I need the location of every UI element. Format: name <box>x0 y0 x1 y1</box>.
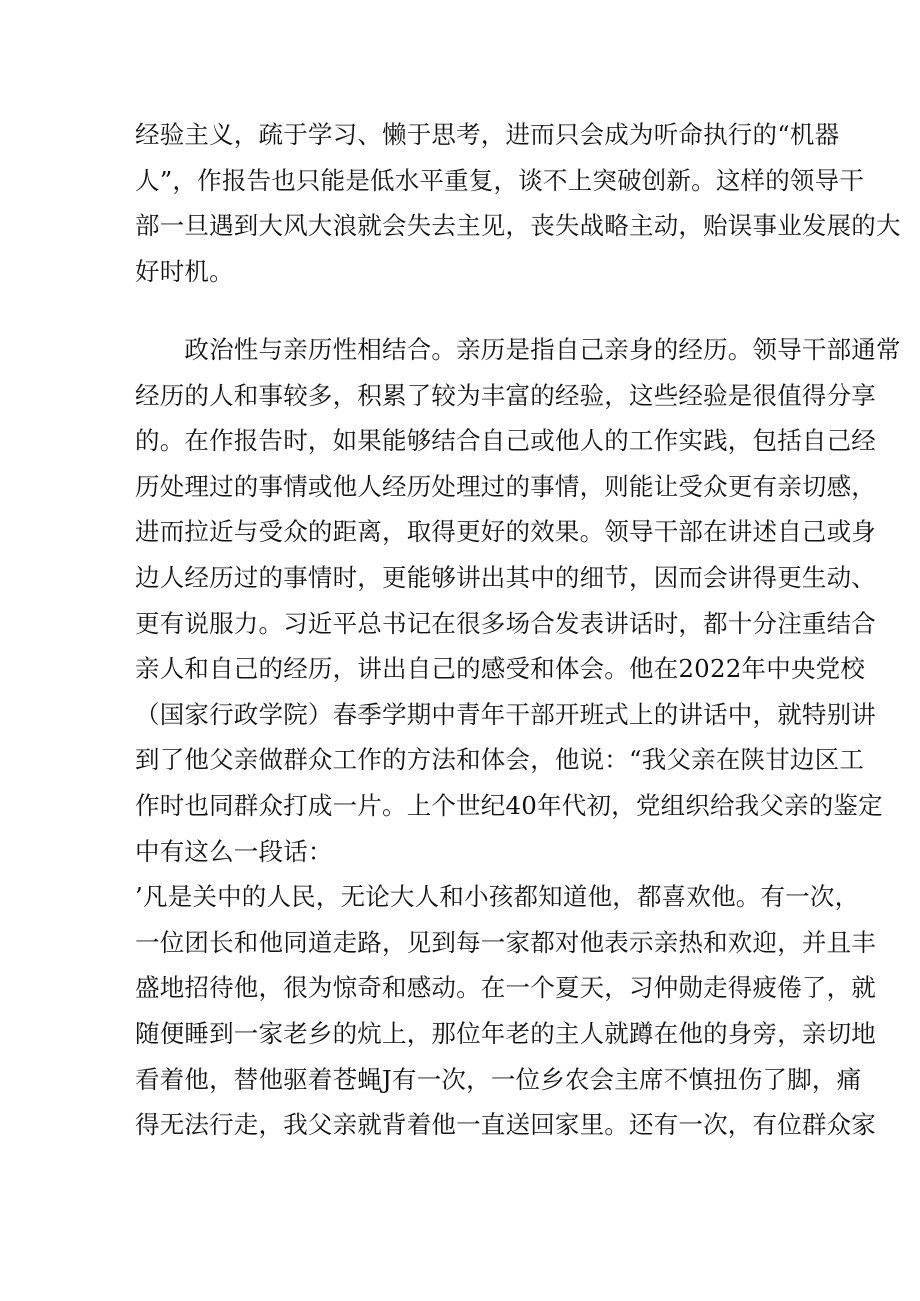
paragraph-line: 好时机。 <box>135 256 234 286</box>
paragraph-line: 亲人和自己的经历，讲出自己的感受和体会。他在2022年中央党校 <box>135 654 866 684</box>
paragraph-line: 经历的人和事较多，积累了较为丰富的经验，这些经验是很值得分享 <box>135 380 876 410</box>
paragraph-line: 一位团长和他同道走路，见到每一家都对他表示亲热和欢迎，并且丰 <box>135 927 876 957</box>
paragraph-line: 得无法行走，我父亲就背着他一直送回家里。还有一次，有位群众家 <box>135 1110 876 1140</box>
paragraph-line: 边人经历过的事情时，更能够讲出其中的细节，因而会讲得更生动、 <box>135 562 876 592</box>
paragraph-line: 中有这么一段话： <box>135 836 333 866</box>
paragraph-line: 进而拉近与受众的距离，取得更好的效果。领导干部在讲述自己或身 <box>135 517 876 547</box>
paragraph-line: 的。在作报告时，如果能够结合自己或他人的工作实践，包括自己经 <box>135 426 876 456</box>
paragraph-line: 历处理过的事情或他人经历处理过的事情，则能让受众更有亲切感， <box>135 471 876 501</box>
paragraph-2 <box>135 327 901 1148</box>
paragraph-1 <box>135 112 901 294</box>
paragraph-line: 人”，作报告也只能是低水平重复，谈不上突破创新。这样的领导干 <box>135 165 865 195</box>
paragraph-line: 经验主义，疏于学习、懒于思考，进而只会成为听命执行的“机器 <box>135 120 840 149</box>
paragraph-line: 盛地招待他，很为惊奇和感动。在一个夏天，习仲勋走得疲倦了，就 <box>135 973 876 1003</box>
paragraph-line: 部一旦遇到大风大浪就会失去主见，丧失战略主动，贻误事业发展的大 <box>135 211 901 241</box>
paragraph-line: 作时也同群众打成一片。上个世纪40年代初，党组织给我父亲的鉴定 <box>135 790 883 820</box>
paragraph-line: 随便睡到一家老乡的炕上，那位年老的主人就蹲在他的身旁，亲切地 <box>135 1018 876 1048</box>
paragraph-line: 到了他父亲做群众工作的方法和体会，他说：“我父亲在陕甘边区工 <box>135 745 865 775</box>
paragraph-line: ’凡是关中的人民，无论大人和小孩都知道他，都喜欢他。有一次， <box>135 882 860 912</box>
paragraph-line: 更有说服力。习近平总书记在很多场合发表讲话时，都十分注重结合 <box>135 608 876 638</box>
paragraph-line: （国家行政学院）春季学期中青年干部开班式上的讲话中，就特别讲 <box>135 699 876 729</box>
paragraph-line: 政治性与亲历性相结合。亲历是指自己亲身的经历。领导干部通常 <box>135 335 901 364</box>
paragraph-line: 看着他，替他驱着苍蝇J有一次，一位乡农会主席不慎扭伤了脚，痛 <box>135 1064 862 1094</box>
